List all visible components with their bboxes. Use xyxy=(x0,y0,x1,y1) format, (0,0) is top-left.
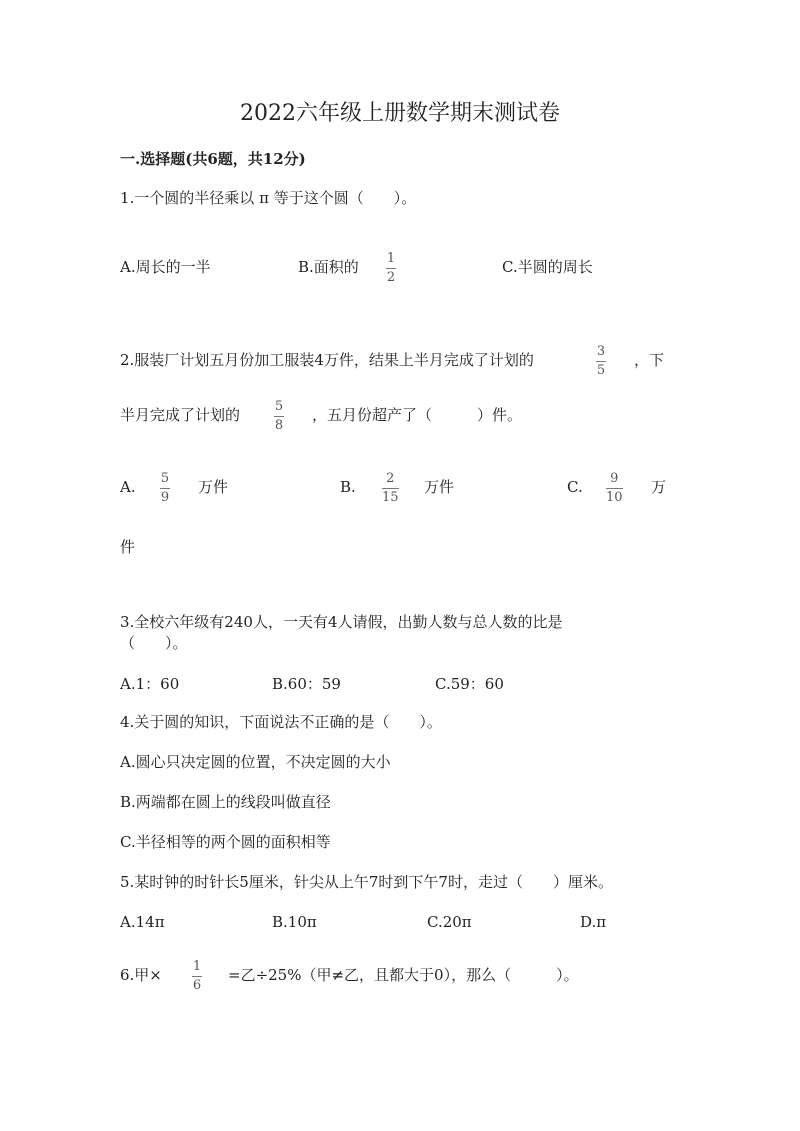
question-6-stem-part1: 6.甲× xyxy=(120,966,162,984)
question-2-option-c-unit: 万 xyxy=(651,478,667,496)
question-3-option-b: B.60：59 xyxy=(272,675,341,693)
fraction-bar xyxy=(160,488,170,489)
question-2-option-c-unit-wrap: 件 xyxy=(120,538,136,556)
question-2-stem-part1: 2.服装厂计划五月份加工服装4万件，结果上半月完成了计划的 xyxy=(120,351,534,369)
question-1-option-c: C.半圆的周长 xyxy=(502,258,593,276)
fraction-numerator: 2 xyxy=(386,471,395,486)
question-1-stem: 1.一个圆的半径乘以 π 等于这个圆（ ）。 xyxy=(120,189,417,207)
fraction-numerator: 5 xyxy=(160,471,170,486)
fraction-bar xyxy=(606,488,623,489)
fraction-bar xyxy=(274,416,284,417)
question-5-option-d: D.π xyxy=(580,913,607,931)
fraction-numerator: 5 xyxy=(274,399,284,414)
question-3-stem-line2: （ ）。 xyxy=(120,634,188,652)
question-5-stem: 5.某时钟的时针长5厘米，针尖从上午7时到下午7时，走过（ ）厘米。 xyxy=(120,873,613,891)
fraction-numerator: 1 xyxy=(386,251,396,266)
page-title: 2022六年级上册数学期末测试卷 xyxy=(240,101,560,126)
question-1-option-b: B.面积的 xyxy=(298,258,359,276)
question-1-fraction xyxy=(386,252,396,285)
question-6-stem-part2: =乙÷25%（甲≠乙，且都大于0），那么（ ）。 xyxy=(228,966,579,984)
question-2-stem-part4: ，五月份超产了（ ）件。 xyxy=(312,406,523,424)
fraction-bar xyxy=(192,976,202,977)
question-2-stem-fraction-1 xyxy=(596,345,606,378)
question-2-option-a-fraction xyxy=(160,472,170,505)
question-4-stem: 4.关于圆的知识，下面说法不正确的是（ ）。 xyxy=(120,713,442,731)
question-2-stem-part3: 半月完成了计划的 xyxy=(120,406,241,424)
fraction-denominator: 8 xyxy=(274,418,284,433)
fraction-denominator: 10 xyxy=(606,490,623,505)
question-2-stem-part2: ，下 xyxy=(634,351,665,369)
fraction-numerator: 1 xyxy=(192,959,202,974)
fraction-numerator: 9 xyxy=(610,471,619,486)
question-2-option-c-fraction xyxy=(606,472,623,505)
fraction-denominator: 2 xyxy=(386,270,396,285)
question-3-option-c: C.59：60 xyxy=(435,675,504,693)
question-3-stem-line1: 3.全校六年级有240人，一天有4人请假，出勤人数与总人数的比是 xyxy=(120,613,563,631)
question-5-option-b: B.10π xyxy=(272,913,317,931)
question-4-option-a: A.圆心只决定圆的位置，不决定圆的大小 xyxy=(120,753,391,771)
question-2-option-b-unit: 万件 xyxy=(424,478,455,496)
question-5-option-a: A.14π xyxy=(120,913,165,931)
section-heading: 一.选择题(共6题，共12分) xyxy=(120,150,306,168)
fraction-denominator: 5 xyxy=(596,363,606,378)
question-6-fraction xyxy=(192,960,202,993)
question-2-option-b: B. xyxy=(340,478,356,496)
fraction-bar xyxy=(386,268,396,269)
question-3-option-a: A.1：60 xyxy=(120,675,180,693)
fraction-numerator: 3 xyxy=(596,344,606,359)
question-2-option-a: A. xyxy=(120,478,136,496)
question-4-option-c: C.半径相等的两个圆的面积相等 xyxy=(120,833,331,851)
question-4-option-b: B.两端都在圆上的线段叫做直径 xyxy=(120,793,331,811)
fraction-denominator: 6 xyxy=(192,978,202,993)
fraction-denominator: 9 xyxy=(160,490,170,505)
question-5-option-c: C.20π xyxy=(427,913,472,931)
question-2-option-c: C. xyxy=(567,478,583,496)
question-2-option-a-unit: 万件 xyxy=(198,478,229,496)
fraction-bar xyxy=(596,361,606,362)
question-1-option-a: A.周长的一半 xyxy=(120,258,211,276)
fraction-bar xyxy=(382,488,399,489)
fraction-denominator: 15 xyxy=(382,490,399,505)
question-2-option-b-fraction xyxy=(382,472,399,505)
question-2-stem-fraction-2 xyxy=(274,400,284,433)
